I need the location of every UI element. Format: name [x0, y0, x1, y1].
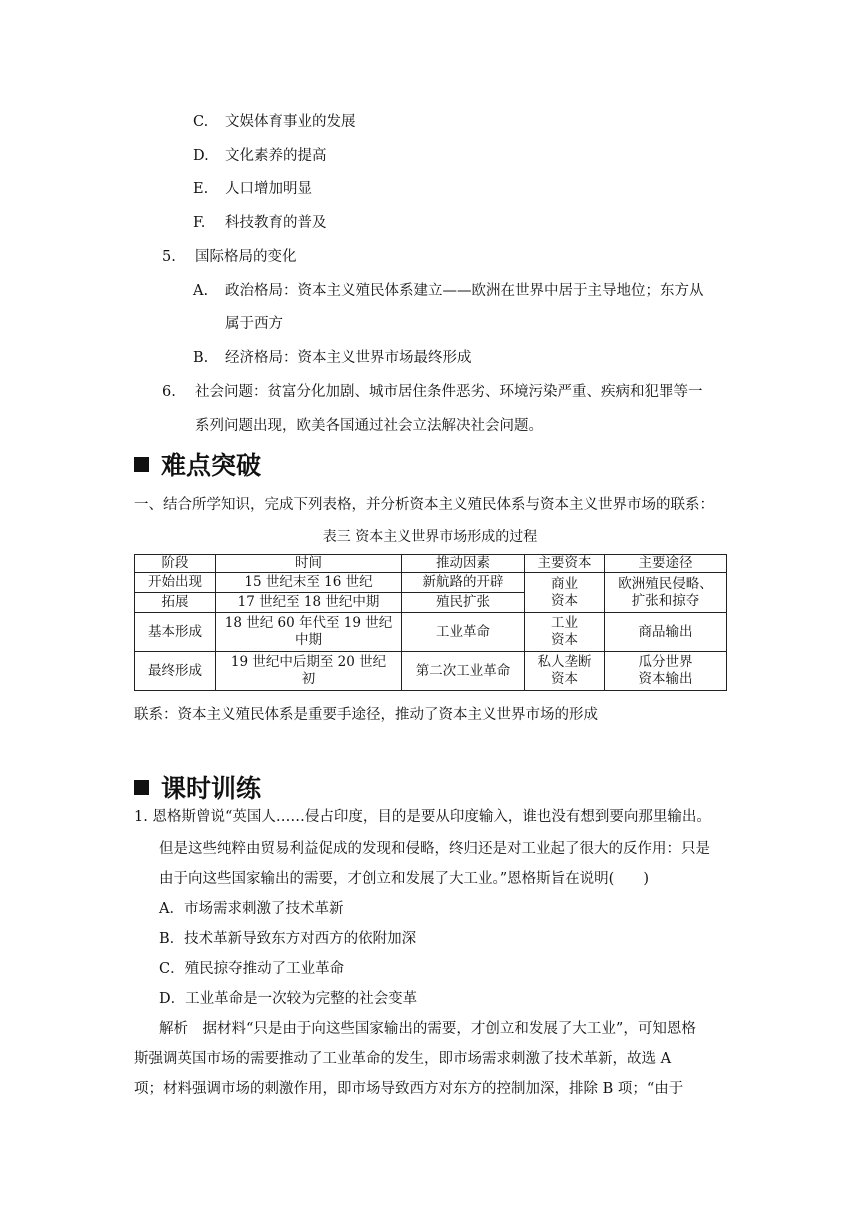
section-heading-difficulty [134, 450, 261, 482]
outline-item-5b [193, 348, 472, 368]
outline-item-d [193, 146, 327, 166]
cell-line: 商业 [551, 575, 578, 592]
square-bullet-icon [134, 780, 149, 795]
outline-item-5 [162, 247, 297, 267]
question-1-line-3: 由于向这些国家输出的需要，才创立和发展了大工业。”恩格斯旨在说明( ) [159, 871, 649, 887]
cell-route [605, 573, 727, 613]
cell-factor: 殖民扩张 [402, 593, 525, 613]
cell-stage: 开始出现 [135, 573, 216, 593]
cell-route [605, 652, 727, 691]
cell-line: 18 世纪 60 年代至 19 世纪 [224, 615, 393, 631]
cell-stage: 拓展 [135, 593, 216, 613]
header-cell-route: 主要途径 [605, 555, 727, 573]
table-instruction: 一、结合所学知识，完成下列表格，并分析资本主义殖民体系与资本主义世界市场的联系： [134, 497, 714, 513]
item-letter: C. [193, 114, 209, 130]
item-text: 文娱体育事业的发展 [225, 114, 356, 130]
item-letter: A. [193, 283, 209, 299]
item-letter: B. [193, 350, 209, 366]
cell-time: 15 世纪末至 16 世纪 [216, 573, 402, 593]
outline-item-5a [193, 281, 704, 301]
outline-item-c [193, 112, 356, 132]
cell-capital [525, 652, 605, 691]
table-header-row [135, 555, 727, 573]
cell-line: 扩张和掠夺 [631, 592, 700, 609]
outline-item-f [193, 213, 327, 233]
cell-capital [525, 613, 605, 652]
outline-item-6-continued: 系列问题出现，欧美各国通过社会立法解决社会问题。 [195, 418, 543, 434]
item-letter: E. [193, 181, 209, 197]
cell-line: 中期 [295, 632, 322, 648]
header-cell-stage: 阶段 [135, 555, 216, 573]
item-text: 人口增加明显 [225, 181, 312, 197]
item-text: 文化素养的提高 [225, 148, 327, 164]
cell-time: 17 世纪至 18 世纪中期 [216, 593, 402, 613]
cell-line: 瓜分世界 [638, 654, 693, 670]
item-number: 6. [162, 384, 176, 400]
option-b: B．技术革新导致东方对西方的依附加深 [159, 931, 417, 947]
cell-line: 私人垄断 [537, 654, 592, 670]
item-text: 科技教育的普及 [225, 215, 327, 231]
outline-item-e [193, 179, 312, 199]
table-caption: 表三 资本主义世界市场形成的过程 [322, 529, 538, 545]
cell-line: 资本 [551, 592, 578, 609]
header-cell-capital: 主要资本 [525, 555, 605, 573]
table-row [135, 613, 727, 652]
analysis-line-3: 项；材料强调市场的刺激作用，即市场导致西方对东方的控制加深，排除 B 项；“由于 [134, 1081, 684, 1097]
option-d: D．工业革命是一次较为完整的社会变革 [159, 991, 418, 1007]
heading-text: 课时训练 [161, 774, 262, 803]
question-1-line-1: 1. 恩格斯曾说“英国人……侵占印度，目的是要从印度输入，谁也没有想到要向那里输出。 [134, 809, 711, 825]
cell-factor: 工业革命 [402, 613, 525, 652]
cell-stage: 基本形成 [135, 613, 216, 652]
item-text: 国际格局的变化 [195, 249, 297, 265]
cell-factor: 新航路的开辟 [402, 573, 525, 593]
section-heading-training [134, 773, 261, 805]
table-row [135, 652, 727, 691]
cell-line: 资本 [551, 671, 578, 687]
cell-line: 资本输出 [638, 671, 693, 687]
analysis-line-1: 解析 据材料“只是由于向这些国家输出的需要，才创立和发展了大工业”，可知恩格 [159, 1021, 696, 1037]
outline-item-5a-continued: 属于西方 [225, 316, 283, 332]
table-row [135, 573, 727, 593]
item-letter: F. [193, 215, 206, 231]
item-number: 5. [162, 249, 176, 265]
cell-line: 欧洲殖民侵略、 [618, 575, 713, 592]
market-formation-table [134, 554, 727, 691]
question-1-line-2: 但是这些纯粹由贸易利益促成的发现和侵略，终归还是对工业起了很大的反作用：只是 [159, 841, 710, 857]
cell-stage: 最终形成 [135, 652, 216, 691]
item-text: 社会问题：贫富分化加剧、城市居住条件恶劣、环境污染严重、疾病和犯罪等一 [195, 384, 703, 400]
cell-time [216, 652, 402, 691]
heading-text: 难点突破 [161, 451, 262, 480]
cell-line: 工业 [551, 615, 578, 631]
cell-time [216, 613, 402, 652]
cell-factor: 第二次工业革命 [402, 652, 525, 691]
analysis-line-2: 斯强调英国市场的需要推动了工业革命的发生，即市场需求刺激了技术革新，故选 A [134, 1051, 672, 1067]
square-bullet-icon [134, 457, 149, 472]
cell-line: 初 [301, 671, 316, 687]
option-a: A．市场需求刺激了技术革新 [159, 901, 344, 917]
cell-line: 19 世纪中后期至 20 世纪 [230, 654, 387, 670]
header-cell-time: 时间 [216, 555, 402, 573]
item-letter: D. [193, 148, 209, 164]
item-text: 经济格局：资本主义世界市场最终形成 [225, 350, 472, 366]
outline-item-6 [162, 382, 703, 402]
item-text: 政治格局：资本主义殖民体系建立——欧洲在世界中居于主导地位；东方从 [225, 283, 704, 299]
option-c: C．殖民掠夺推动了工业革命 [159, 961, 345, 977]
cell-capital [525, 573, 605, 613]
cell-route: 商品输出 [605, 613, 727, 652]
cell-line: 资本 [551, 632, 578, 648]
header-cell-factor: 推动因素 [402, 555, 525, 573]
relation-text: 联系：资本主义殖民体系是重要手途径，推动了资本主义世界市场的形成 [134, 707, 598, 723]
